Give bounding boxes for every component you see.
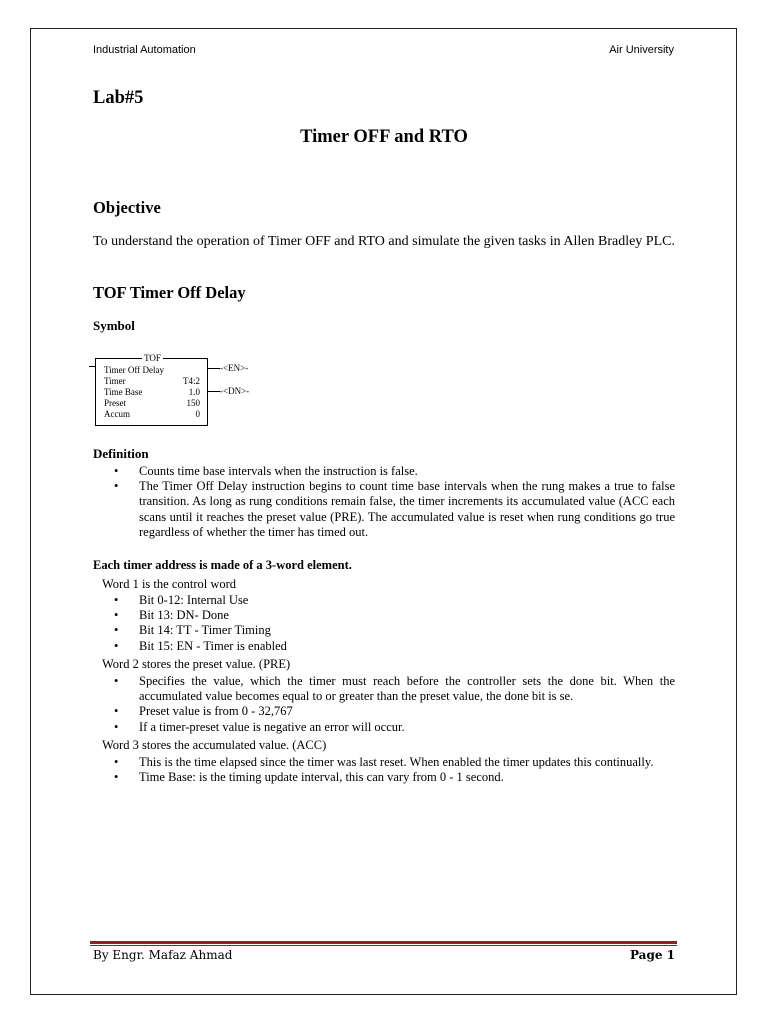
- dn-coil-wire: [208, 391, 220, 392]
- en-coil: -<EN>-: [220, 363, 249, 373]
- lab-number: Lab#5: [93, 88, 144, 108]
- symbol-heading: Symbol: [93, 318, 135, 333]
- tof-heading: TOF Timer Off Delay: [93, 283, 246, 302]
- tof-row-time-base: Time Base 1.0: [104, 387, 200, 397]
- definition-heading: Definition: [93, 446, 149, 461]
- definition-list: [93, 464, 675, 540]
- word1-list: [93, 593, 675, 654]
- objective-text: To understand the operation of Timer OFF and RTO and simulate the given tasks in Allen Bradley PLC.: [93, 234, 675, 249]
- address-heading: Each timer address is made of a 3-word element.: [93, 558, 352, 572]
- tof-block-name: Timer Off Delay: [104, 365, 164, 375]
- header-university: Air University: [609, 44, 674, 56]
- word3-list: [93, 755, 675, 785]
- word3-label: Word 3 stores the accumulated value. (ACC): [102, 738, 327, 752]
- list-item: • Bit 15: EN - Timer is enabled: [114, 638, 287, 653]
- tof-block-title: TOF: [144, 353, 161, 363]
- dn-coil: -<DN>-: [220, 386, 250, 396]
- tof-row-timer: Timer T4:2: [104, 376, 200, 386]
- footer-author: By Engr. Mafaz Ahmad: [93, 948, 233, 962]
- list-item: • Bit 13: DN- Done: [114, 608, 229, 623]
- list-item: • Time Base: is the timing update interval, this can vary from 0 - 1 second.: [114, 770, 504, 785]
- list-item: • If a timer-preset value is negative an error will occur.: [114, 719, 405, 734]
- list-item: • Specifies the value, which the timer must reach before the controller sets the done bit. When the accumulated value becomes equal to or greater than the preset value, the done bit is se.: [114, 674, 675, 704]
- header-course: Industrial Automation: [93, 44, 196, 56]
- list-item: • Counts time base intervals when the instruction is false.: [114, 464, 418, 478]
- list-item: • The Timer Off Delay instruction begins to count time base intervals when the rung makes a true to false transition. As long as rung conditions remain false, the timer increments its accumulated value (ACC each scans until it reaches the preset value (PRE). The accumulated value is reset when rung conditions go true regardless of whether the timer has timed out.: [114, 479, 675, 539]
- page-number: Page 1: [629, 948, 675, 962]
- word2-list: [93, 674, 675, 735]
- footer-rule-thin: [90, 945, 677, 946]
- word2-label: Word 2 stores the preset value. (PRE): [102, 657, 291, 671]
- list-item: • Bit 0-12: Internal Use: [114, 593, 249, 607]
- tof-row-accum: Accum 0: [104, 409, 200, 419]
- en-coil-wire: [208, 368, 220, 369]
- list-item: • This is the time elapsed since the timer was last reset. When enabled the timer updates this continually.: [114, 755, 654, 769]
- tof-instruction-block: [95, 353, 208, 426]
- word1-label: Word 1 is the control word: [102, 577, 237, 591]
- objective-heading: Objective: [93, 198, 161, 217]
- tof-row-preset: Preset 150: [104, 398, 200, 408]
- list-item: • Preset value is from 0 - 32,767: [114, 704, 293, 719]
- footer-rule: [90, 941, 677, 944]
- page-title: Timer OFF and RTO: [300, 127, 468, 147]
- list-item: • Bit 14: TT - Timer Timing: [114, 623, 271, 638]
